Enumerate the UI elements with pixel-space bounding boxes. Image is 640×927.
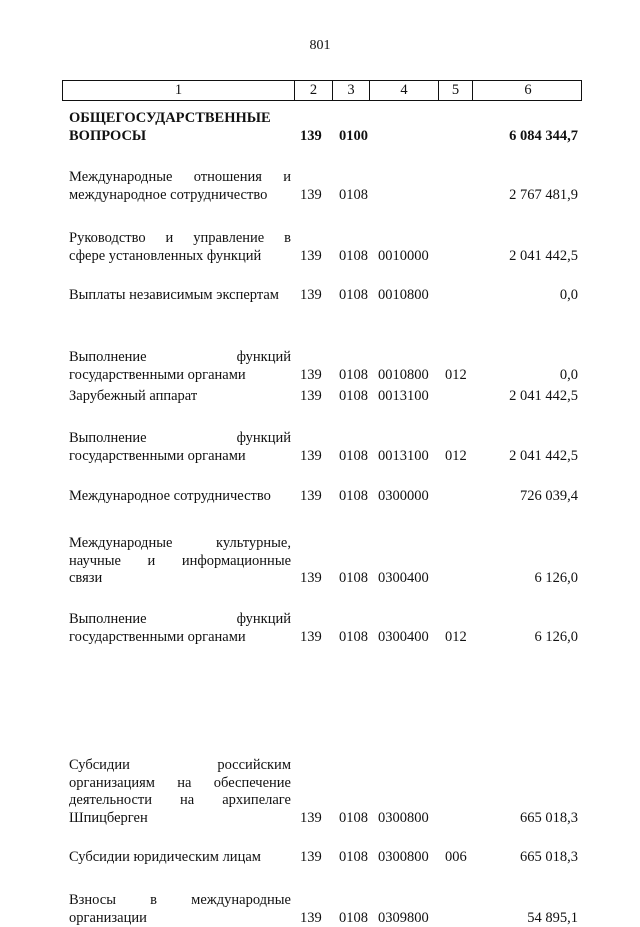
row-name-line: международное сотрудничество bbox=[69, 187, 291, 205]
header-col-3: 3 bbox=[332, 81, 369, 100]
row-name bbox=[69, 535, 291, 588]
row-col-6: 2 041 442,5 bbox=[509, 388, 578, 406]
row-name-line: научные и информационные bbox=[69, 553, 291, 571]
row-col-3: 0108 bbox=[339, 570, 368, 588]
row-name bbox=[69, 892, 291, 927]
row-name-line: организации bbox=[69, 910, 291, 927]
row-col-2: 139 bbox=[300, 570, 322, 588]
row-name-line: Выполнение функций bbox=[69, 349, 291, 367]
row-col-3: 0108 bbox=[339, 248, 368, 266]
row-name-line: Субсидии юридическим лицам bbox=[69, 849, 291, 867]
row-col-2: 139 bbox=[300, 128, 322, 146]
header-col-4: 4 bbox=[369, 81, 438, 100]
header-col-6: 6 bbox=[472, 81, 583, 100]
row-col-3: 0108 bbox=[339, 287, 368, 305]
budget-table bbox=[62, 80, 582, 101]
row-col-4: 0300400 bbox=[378, 629, 429, 647]
row-col-5: 012 bbox=[445, 629, 467, 647]
header-col-2: 2 bbox=[294, 81, 332, 100]
row-name-line: связи bbox=[69, 570, 291, 588]
row-col-6: 6 126,0 bbox=[535, 570, 579, 588]
row-col-6: 726 039,4 bbox=[520, 488, 578, 506]
row-col-2: 139 bbox=[300, 187, 322, 205]
row-name-line: Зарубежный аппарат bbox=[69, 388, 291, 406]
row-name-line: ОБЩЕГОСУДАРСТВЕННЫЕ bbox=[69, 110, 291, 128]
row-name-line: сфере установленных функций bbox=[69, 248, 291, 266]
row-name bbox=[69, 430, 291, 465]
row-name-line: Взносы в международные bbox=[69, 892, 291, 910]
row-name-line: Международное сотрудничество bbox=[69, 488, 291, 506]
row-name bbox=[69, 849, 291, 867]
header-col-1: 1 bbox=[63, 81, 294, 100]
row-col-6: 665 018,3 bbox=[520, 849, 578, 867]
row-col-2: 139 bbox=[300, 367, 322, 385]
row-col-6: 665 018,3 bbox=[520, 810, 578, 828]
row-col-3: 0108 bbox=[339, 187, 368, 205]
row-name-line: Выполнение функций bbox=[69, 430, 291, 448]
row-col-3: 0108 bbox=[339, 810, 368, 828]
row-name-line: организациям на обеспечение bbox=[69, 775, 291, 793]
row-col-4: 0300800 bbox=[378, 810, 429, 828]
row-name-line: ВОПРОСЫ bbox=[69, 128, 291, 146]
row-name-line: Шпицберген bbox=[69, 810, 291, 828]
row-name-line: государственными органами bbox=[69, 448, 291, 466]
row-col-2: 139 bbox=[300, 810, 322, 828]
row-col-6: 0,0 bbox=[560, 367, 578, 385]
row-col-2: 139 bbox=[300, 388, 322, 406]
row-col-3: 0108 bbox=[339, 367, 368, 385]
table-header bbox=[62, 80, 582, 101]
row-col-6: 2 767 481,9 bbox=[509, 187, 578, 205]
row-name bbox=[69, 287, 291, 305]
row-col-6: 6 126,0 bbox=[535, 629, 579, 647]
row-col-6: 2 041 442,5 bbox=[509, 248, 578, 266]
row-col-2: 139 bbox=[300, 488, 322, 506]
row-name bbox=[69, 611, 291, 646]
row-col-4: 0013100 bbox=[378, 448, 429, 466]
row-col-2: 139 bbox=[300, 629, 322, 647]
row-col-5: 012 bbox=[445, 448, 467, 466]
row-name-line: государственными органами bbox=[69, 629, 291, 647]
row-name-line: деятельности на архипелаге bbox=[69, 792, 291, 810]
row-col-4: 0309800 bbox=[378, 910, 429, 927]
row-name-line: Выполнение функций bbox=[69, 611, 291, 629]
row-col-3: 0108 bbox=[339, 448, 368, 466]
row-name-line: Выплаты независимым экспертам bbox=[69, 287, 291, 305]
row-col-5: 006 bbox=[445, 849, 467, 867]
row-col-3: 0108 bbox=[339, 849, 368, 867]
row-name-line: Руководство и управление в bbox=[69, 230, 291, 248]
row-name-line: Международные отношения и bbox=[69, 169, 291, 187]
row-name-line: Международные культурные, bbox=[69, 535, 291, 553]
page-number: 801 bbox=[0, 38, 640, 54]
row-col-2: 139 bbox=[300, 849, 322, 867]
row-col-4: 0010800 bbox=[378, 367, 429, 385]
row-col-6: 2 041 442,5 bbox=[509, 448, 578, 466]
row-col-2: 139 bbox=[300, 248, 322, 266]
row-col-5: 012 bbox=[445, 367, 467, 385]
row-col-3: 0108 bbox=[339, 388, 368, 406]
row-col-6: 6 084 344,7 bbox=[509, 128, 578, 146]
row-name bbox=[69, 349, 291, 384]
row-name-line: Субсидии российским bbox=[69, 757, 291, 775]
row-name bbox=[69, 388, 291, 406]
row-col-4: 0010800 bbox=[378, 287, 429, 305]
row-col-4: 0013100 bbox=[378, 388, 429, 406]
row-col-2: 139 bbox=[300, 910, 322, 927]
row-col-3: 0100 bbox=[339, 128, 368, 146]
row-col-3: 0108 bbox=[339, 629, 368, 647]
row-col-2: 139 bbox=[300, 287, 322, 305]
row-col-4: 0300800 bbox=[378, 849, 429, 867]
row-col-3: 0108 bbox=[339, 910, 368, 927]
row-name-line: государственными органами bbox=[69, 367, 291, 385]
row-col-4: 0300400 bbox=[378, 570, 429, 588]
row-name bbox=[69, 110, 291, 145]
row-name bbox=[69, 757, 291, 827]
row-col-6: 54 895,1 bbox=[527, 910, 578, 927]
row-name bbox=[69, 169, 291, 204]
row-name bbox=[69, 488, 291, 506]
header-col-5: 5 bbox=[438, 81, 472, 100]
row-col-4: 0010000 bbox=[378, 248, 429, 266]
row-name bbox=[69, 230, 291, 265]
row-col-6: 0,0 bbox=[560, 287, 578, 305]
row-col-3: 0108 bbox=[339, 488, 368, 506]
row-col-2: 139 bbox=[300, 448, 322, 466]
row-col-4: 0300000 bbox=[378, 488, 429, 506]
